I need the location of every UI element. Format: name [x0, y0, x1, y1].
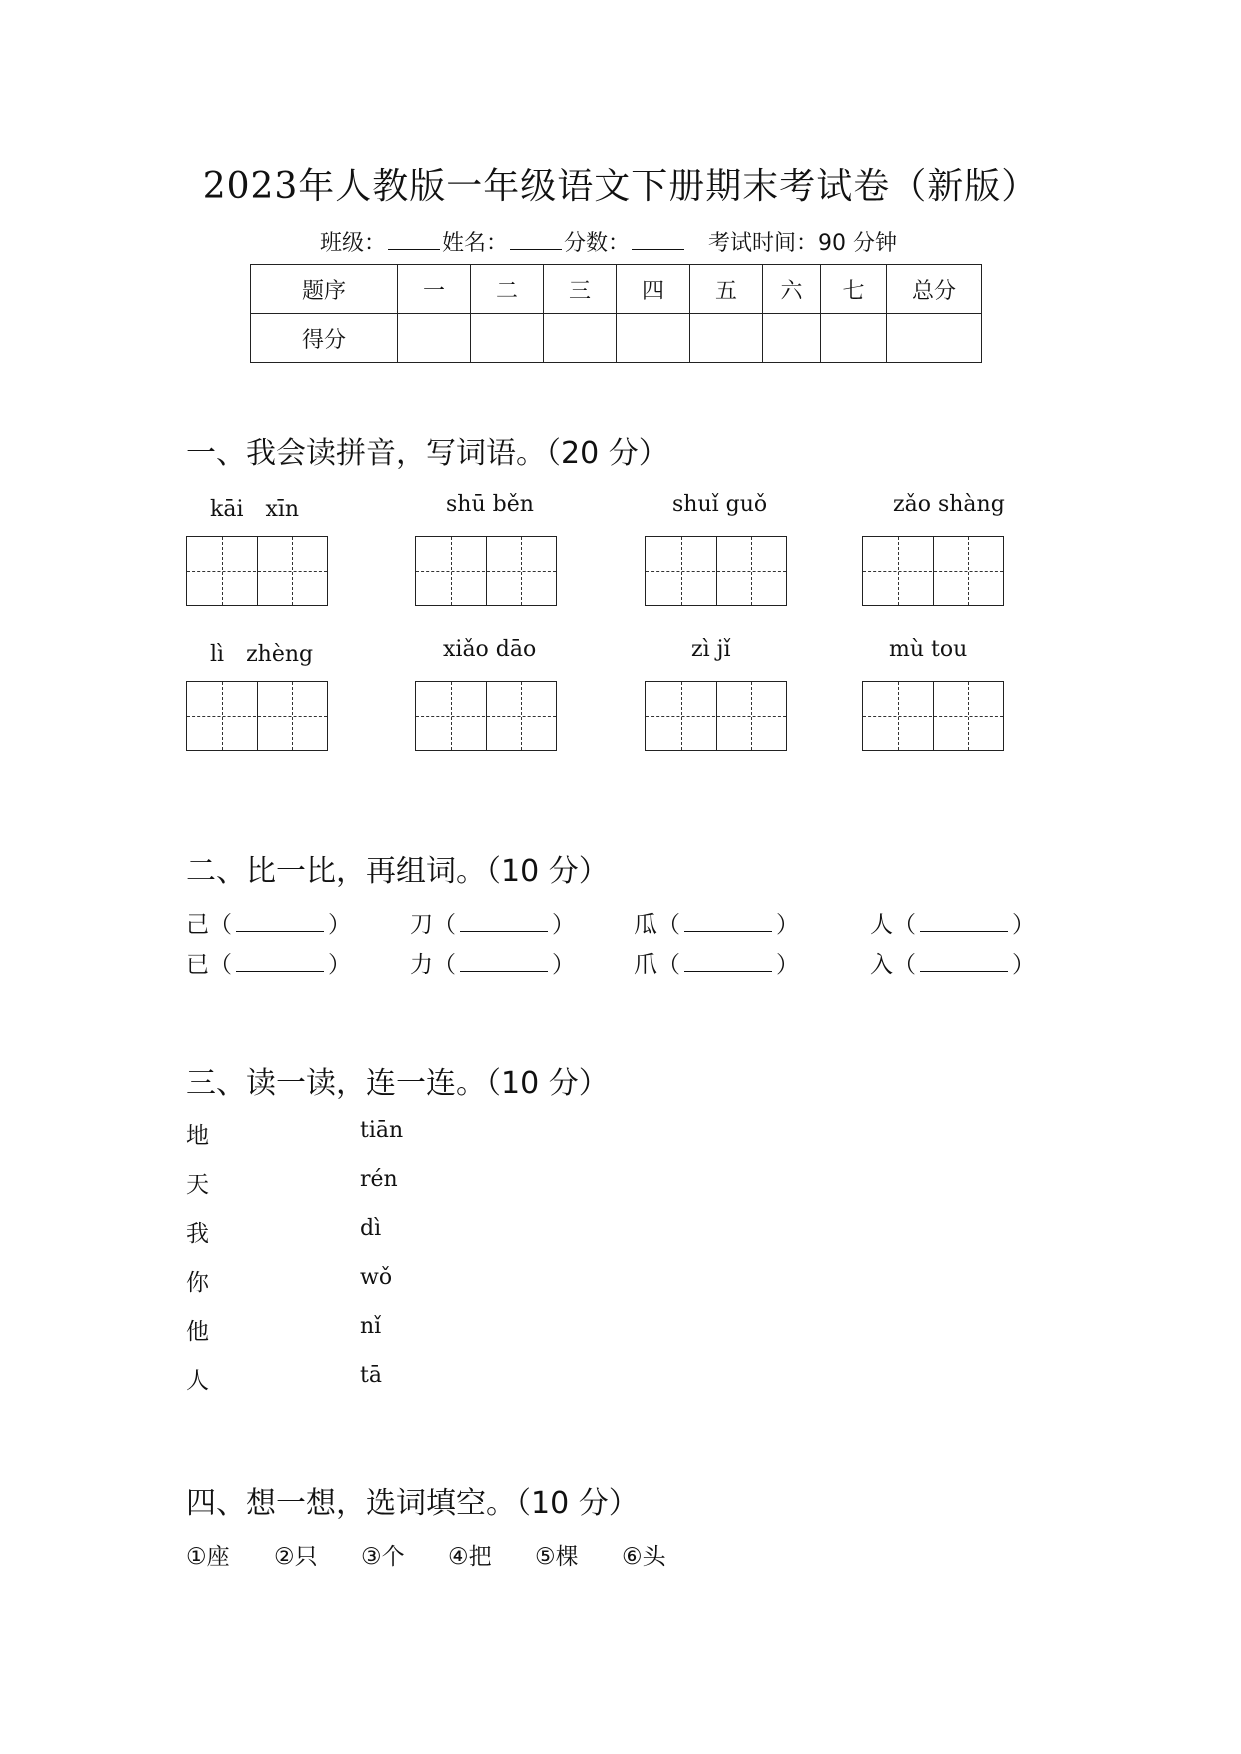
- pinyin-prompt: lì zhèng: [210, 642, 314, 667]
- score-cell[interactable]: [821, 314, 887, 363]
- class-label: 班级：: [320, 231, 387, 256]
- word-option: ①座: [186, 1544, 230, 1570]
- compare-item[interactable]: [634, 906, 799, 939]
- score-table-header-row: [251, 265, 982, 314]
- score-table: [250, 264, 982, 363]
- close-paren: ）: [328, 912, 351, 938]
- answer-blank[interactable]: [460, 953, 548, 972]
- writing-grid[interactable]: [862, 681, 1004, 751]
- pinyin-prompt: shuǐ guǒ: [672, 492, 768, 517]
- page-title: 2023年人教版一年级语文下册期末考试卷（新版）: [202, 166, 1039, 207]
- pinyin-prompt: mù tou: [889, 637, 968, 662]
- answer-blank[interactable]: [236, 953, 324, 972]
- section2-heading: 二、比一比，再组词。（10 分）: [186, 854, 609, 889]
- score-header-cell: 题序: [251, 265, 398, 314]
- score-header-cell: 三: [544, 265, 617, 314]
- score-header-cell: 七: [821, 265, 887, 314]
- score-cell[interactable]: [887, 314, 982, 363]
- score-label: 分数：: [564, 231, 631, 256]
- pinyin-prompt: xiǎo dāo: [443, 637, 537, 662]
- word-option: ⑤棵: [535, 1544, 579, 1570]
- section4-heading: 四、想一想，选词填空。（10 分）: [186, 1486, 639, 1521]
- pinyin-prompt: zì jǐ: [691, 637, 731, 662]
- score-cell[interactable]: [617, 314, 690, 363]
- score-cell[interactable]: [471, 314, 544, 363]
- connect-pinyin[interactable]: tiān: [360, 1118, 404, 1143]
- answer-blank[interactable]: [460, 913, 548, 932]
- writing-grid[interactable]: [862, 536, 1004, 606]
- score-cell[interactable]: [398, 314, 471, 363]
- score-header-cell: 五: [690, 265, 763, 314]
- score-row-label: 得分: [251, 314, 398, 363]
- compare-char: 入（: [870, 952, 916, 978]
- pinyin-prompt: zǎo shàng: [893, 492, 1005, 517]
- connect-char[interactable]: 你: [186, 1270, 209, 1296]
- exam-time: 考试时间：90 分钟: [708, 231, 898, 256]
- compare-item[interactable]: [410, 946, 575, 979]
- connect-pinyin[interactable]: rén: [360, 1167, 398, 1192]
- score-cell[interactable]: [763, 314, 821, 363]
- section1-heading: 一、我会读拼音，写词语。（20 分）: [186, 436, 669, 471]
- close-paren: ）: [1012, 952, 1035, 978]
- connect-pinyin[interactable]: tā: [360, 1363, 382, 1388]
- compare-char: 瓜（: [634, 912, 680, 938]
- close-paren: ）: [1012, 912, 1035, 938]
- answer-blank[interactable]: [920, 953, 1008, 972]
- compare-item[interactable]: [870, 946, 1035, 979]
- connect-char[interactable]: 地: [186, 1123, 209, 1149]
- score-header-cell: 总分: [887, 265, 982, 314]
- score-blank[interactable]: [632, 229, 684, 250]
- close-paren: ）: [552, 952, 575, 978]
- word-option: ⑥头: [622, 1544, 666, 1570]
- student-info-line: [320, 226, 897, 257]
- score-cell[interactable]: [690, 314, 763, 363]
- answer-blank[interactable]: [684, 913, 772, 932]
- writing-grid[interactable]: [645, 681, 787, 751]
- name-label: 姓名：: [442, 231, 509, 256]
- compare-char: 刀（: [410, 912, 456, 938]
- connect-char[interactable]: 天: [186, 1172, 209, 1198]
- score-cell[interactable]: [544, 314, 617, 363]
- compare-char: 已（: [186, 952, 232, 978]
- compare-char: 力（: [410, 952, 456, 978]
- connect-pinyin[interactable]: nǐ: [360, 1314, 382, 1339]
- score-header-cell: 二: [471, 265, 544, 314]
- compare-char: 爪（: [634, 952, 680, 978]
- word-option: ④把: [448, 1544, 492, 1570]
- close-paren: ）: [328, 952, 351, 978]
- close-paren: ）: [776, 912, 799, 938]
- word-option: ③个: [361, 1544, 405, 1570]
- compare-item[interactable]: [186, 946, 351, 979]
- section3-heading: 三、读一读，连一连。（10 分）: [186, 1066, 609, 1101]
- compare-item[interactable]: [870, 906, 1035, 939]
- compare-item[interactable]: [634, 946, 799, 979]
- answer-blank[interactable]: [920, 913, 1008, 932]
- pinyin-prompt: kāi xīn: [210, 497, 300, 522]
- close-paren: ）: [776, 952, 799, 978]
- writing-grid[interactable]: [186, 536, 328, 606]
- score-header-cell: 一: [398, 265, 471, 314]
- pinyin-prompt: shū běn: [446, 492, 534, 517]
- connect-pinyin[interactable]: dì: [360, 1216, 382, 1241]
- writing-grid[interactable]: [186, 681, 328, 751]
- writing-grid[interactable]: [415, 681, 557, 751]
- answer-blank[interactable]: [684, 953, 772, 972]
- compare-item[interactable]: [186, 906, 351, 939]
- writing-grid[interactable]: [645, 536, 787, 606]
- close-paren: ）: [552, 912, 575, 938]
- score-table-score-row: [251, 314, 982, 363]
- compare-char: 己（: [186, 912, 232, 938]
- answer-blank[interactable]: [236, 913, 324, 932]
- connect-char[interactable]: 人: [186, 1368, 209, 1394]
- compare-char: 人（: [870, 912, 916, 938]
- writing-grid[interactable]: [415, 536, 557, 606]
- score-header-cell: 四: [617, 265, 690, 314]
- word-option: ②只: [274, 1544, 318, 1570]
- class-blank[interactable]: [388, 229, 440, 250]
- compare-item[interactable]: [410, 906, 575, 939]
- score-header-cell: 六: [763, 265, 821, 314]
- name-blank[interactable]: [510, 229, 562, 250]
- connect-pinyin[interactable]: wǒ: [360, 1265, 393, 1290]
- connect-char[interactable]: 他: [186, 1319, 209, 1345]
- connect-char[interactable]: 我: [186, 1221, 209, 1247]
